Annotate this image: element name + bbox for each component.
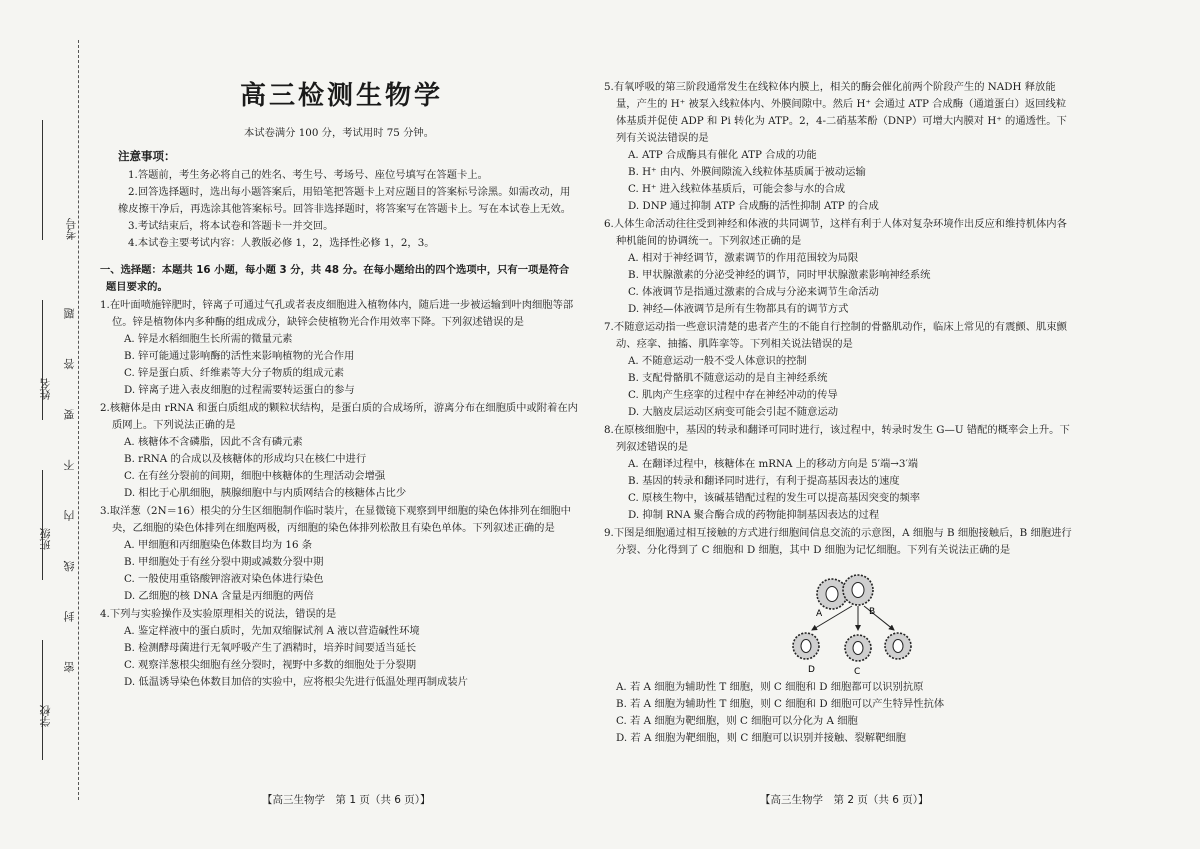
cell-c2-icon bbox=[885, 633, 911, 659]
option: A. 在翻译过程中，核糖体在 mRNA 上的移动方向是 5′端→3′端 bbox=[628, 458, 919, 470]
option: C. 一般使用重铬酸钾溶液对染色体进行染色 bbox=[124, 573, 324, 585]
question-8 bbox=[604, 422, 1074, 524]
binding-strip bbox=[0, 0, 90, 849]
question-stem: 2.核糖体是由 rRNA 和蛋白质组成的颗粒状结构，是蛋白质的合成场所，游离分布在细胞质中或附着在内质网上。下列说法正确的是 bbox=[100, 402, 578, 431]
notice-item: 3.考试结束后，将本试卷和答题卡一并交回。 bbox=[128, 220, 334, 232]
option: C. 体液调节是指通过激素的合成与分泌来调节生命活动 bbox=[628, 286, 879, 298]
notice-item: 2.回答选择题时，选出每小题答案后，用铅笔把答题卡上对应题目的答案标号涂黑。如需改动，用橡皮擦干净后，再选涂其他答案标号。回答非选择题时，将答案写在答题卡上。写在本试卷上无效。 bbox=[118, 186, 572, 215]
option: C. 在有丝分裂前的间期，细胞中核糖体的生理活动会增强 bbox=[124, 470, 386, 482]
question-stem: 6.人体生命活动往往受到神经和体液的共同调节，这样有利于人体对复杂环境作出反应和维持机体内各种机能间的协调统一。下列叙述正确的是 bbox=[604, 218, 1067, 247]
question-stem: 8.在原核细胞中，基因的转录和翻译可同时进行，该过程中，转录时发生 G—U 错配的概率会上升。下列叙述错误的是 bbox=[604, 424, 1070, 453]
question-stem: 9.下图是细胞通过相互接触的方式进行细胞间信息交流的示意图，A 细胞与 B 细胞接触后，B 细胞进行分裂、分化得到了 C 细胞和 D 细胞，其中 D 细胞为记忆细胞。下列有关说法正确的是 bbox=[604, 527, 1072, 556]
exam-subtitle: 本试卷满分 100 分，考试用时 75 分钟。 bbox=[243, 127, 434, 139]
question-1 bbox=[100, 297, 578, 399]
option: A. ATP 合成酶具有催化 ATP 合成的功能 bbox=[628, 149, 817, 161]
option: A. 核糖体不含磷脂，因此不含有磷元素 bbox=[124, 436, 303, 448]
option: B. 若 A 细胞为辅助性 T 细胞，则 C 细胞和 D 细胞可以产生特异性抗体 bbox=[616, 698, 945, 710]
question-stem: 5.有氧呼吸的第三阶段通常发生在线粒体内膜上，相关的酶会催化前两个阶段产生的 NADH 释放能量，产生的 H⁺ 被泵入线粒体内、外膜间隙中。然后 H⁺ 会通过 ATP 合成酶（通道蛋白）返回线粒体基质并促使 ADP 和 Pi 转化为 ATP。2，4-二硝基苯酚（DNP）可增大内膜对 H⁺ 的通透性。下列有关说法错误的是 bbox=[604, 81, 1067, 144]
label-d: D bbox=[808, 665, 815, 675]
option: C. 观察洋葱根尖细胞有丝分裂时，视野中多数的细胞处于分裂期 bbox=[124, 659, 417, 671]
question-4 bbox=[100, 606, 578, 691]
option: A. 鉴定样液中的蛋白质时，先加双缩脲试剂 A 液以营造碱性环境 bbox=[124, 625, 420, 637]
question-6 bbox=[604, 216, 1074, 318]
question-5 bbox=[604, 79, 1074, 215]
exam-title: 高三检测生物学 bbox=[240, 81, 444, 111]
question-stem: 4.下列与实验操作及实验原理相关的说法，错误的是 bbox=[100, 608, 337, 620]
page-1-footer: 【高三生物学 第 1 页（共 6 页）】 bbox=[262, 794, 431, 806]
option: D. 乙细胞的核 DNA 含量是丙细胞的两倍 bbox=[124, 590, 314, 602]
seal-dashed-line bbox=[78, 40, 79, 800]
cell-d-icon bbox=[793, 633, 819, 659]
field-underline bbox=[42, 120, 43, 240]
question-stem: 1.在叶面喷施锌肥时，锌离子可通过气孔或者表皮细胞进入植物体内，随后进一步被运输到叶肉细胞等部位。锌是植物体内多种酶的组成成分，缺锌会使植物光合作用效率下降。下列叙述错误的是 bbox=[100, 299, 574, 328]
field-label-class: 班级 bbox=[39, 528, 52, 550]
option: C. H⁺ 进入线粒体基质后，可能会参与水的合成 bbox=[628, 183, 846, 195]
question-stem: 3.取洋葱（2N＝16）根尖的分生区细胞制作临时装片，在显微镜下观察到甲细胞的染色体排列在细胞中央，乙细胞的染色体排列在细胞两极，丙细胞的染色体排列松散且有染色单体。下列叙述正确的是 bbox=[100, 505, 571, 534]
option: A. 若 A 细胞为辅助性 T 细胞，则 C 细胞和 D 细胞都可以识别抗原 bbox=[616, 681, 924, 693]
option: D. 低温诱导染色体数目加倍的实验中，应将根尖先进行低温处理再制成装片 bbox=[124, 676, 468, 688]
cell-a-icon bbox=[817, 579, 847, 609]
section-heading: 一、选择题：本题共 16 小题，每小题 3 分，共 48 分。在每小题给出的四个选项中，只有一项是符合题目要求的。 bbox=[100, 264, 570, 293]
option: C. 锌是蛋白质、纤维素等大分子物质的组成元素 bbox=[124, 367, 344, 379]
seal-warning-text: 密 封 线 内 不 要 答 题 bbox=[63, 290, 76, 673]
label-b: B bbox=[869, 607, 876, 617]
notice-item: 4.本试卷主要考试内容：人教版必修 1，2，选择性必修 1，2，3。 bbox=[128, 237, 435, 249]
option: B. 支配骨骼肌不随意运动的是自主神经系统 bbox=[628, 372, 828, 384]
option: D. 锌离子进入表皮细胞的过程需要转运蛋白的参与 bbox=[124, 384, 355, 396]
question-7 bbox=[604, 319, 1074, 421]
option: A. 甲细胞和丙细胞染色体数目均为 16 条 bbox=[124, 539, 313, 551]
cell-c-icon bbox=[845, 635, 871, 661]
option: D. 抑制 RNA 聚合酶合成的药物能抑制基因表达的过程 bbox=[628, 509, 880, 521]
field-underline bbox=[42, 640, 43, 760]
option: D. DNP 通过抑制 ATP 合成酶的活性抑制 ATP 的合成 bbox=[628, 200, 879, 212]
option: A. 相对于神经调节，激素调节的作用范围较为局限 bbox=[628, 252, 859, 264]
option: A. 锌是水稻细胞生长所需的微量元素 bbox=[124, 333, 293, 345]
field-label-school: 学校 bbox=[39, 705, 52, 727]
notice-item: 1.答题前，考生务必将自己的姓名、考生号、考场号、座位号填写在答题卡上。 bbox=[128, 169, 488, 181]
option: C. 肌肉产生痉挛的过程中存在神经冲动的传导 bbox=[628, 389, 838, 401]
label-a: A bbox=[816, 609, 823, 619]
option: B. rRNA 的合成以及核糖体的形成均只在核仁中进行 bbox=[124, 453, 367, 465]
option: B. 甲细胞处于有丝分裂中期或减数分裂中期 bbox=[124, 556, 324, 568]
option: A. 不随意运动一般不受人体意识的控制 bbox=[628, 355, 807, 367]
field-underline bbox=[42, 300, 43, 420]
option: C. 若 A 细胞为靶细胞，则 C 细胞可以分化为 A 细胞 bbox=[616, 715, 858, 727]
option: D. 若 A 细胞为靶细胞，则 C 细胞可以识别并接触、裂解靶细胞 bbox=[616, 732, 906, 744]
option: D. 大脑皮层运动区病变可能会引起不随意运动 bbox=[628, 406, 839, 418]
option: B. 检测酵母菌进行无氧呼吸产生了酒精时，培养时间要适当延长 bbox=[124, 642, 417, 654]
option: B. H⁺ 由内、外膜间隙流入线粒体基质属于被动运输 bbox=[628, 166, 866, 178]
field-underline bbox=[42, 470, 43, 580]
option: B. 甲状腺激素的分泌受神经的调节，同时甲状腺激素影响神经系统 bbox=[628, 269, 931, 281]
page-1-column bbox=[100, 81, 578, 691]
question-stem: 7.不随意运动指一些意识清楚的患者产生的不能自行控制的骨骼肌动作，临床上常见的有震颤、肌束颤动、痉挛、抽搐、肌阵挛等。下列相关说法错误的是 bbox=[604, 321, 1067, 350]
page-2-footer: 【高三生物学 第 2 页（共 6 页）】 bbox=[760, 794, 929, 806]
field-label-exam-number: 考号 bbox=[65, 218, 78, 240]
label-c: C bbox=[854, 667, 861, 677]
notice-heading: 注意事项： bbox=[118, 149, 176, 163]
question-3 bbox=[100, 503, 578, 605]
option: C. 原核生物中，该碱基错配过程的发生可以提高基因突变的频率 bbox=[628, 492, 921, 504]
question-2 bbox=[100, 400, 578, 502]
field-label-name: 姓名 bbox=[39, 378, 52, 400]
option: D. 相比于心肌细胞，胰腺细胞中与内质网结合的核糖体占比少 bbox=[124, 487, 407, 499]
cell-b-icon bbox=[843, 575, 873, 605]
option: B. 基因的转录和翻译同时进行，有利于提高基因表达的速度 bbox=[628, 475, 900, 487]
option: B. 锌可能通过影响酶的活性来影响植物的光合作用 bbox=[124, 350, 355, 362]
option: D. 神经—体液调节是所有生物都具有的调节方式 bbox=[628, 303, 849, 315]
cell-contact-diagram bbox=[790, 568, 920, 686]
